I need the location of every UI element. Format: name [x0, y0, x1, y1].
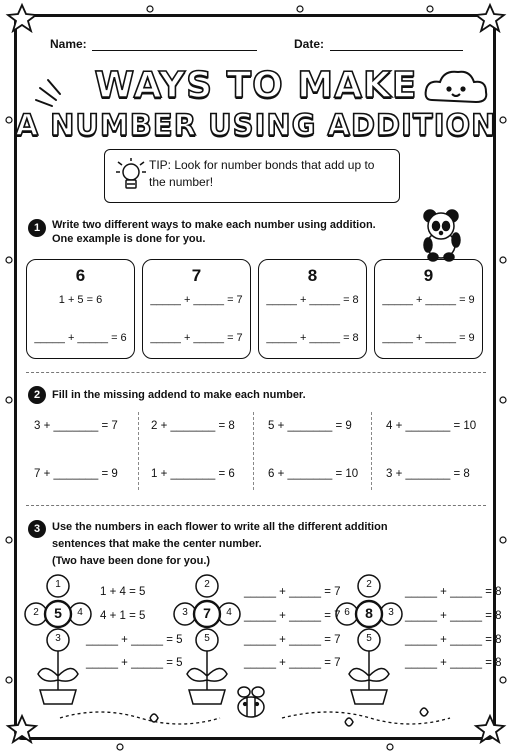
petal-number: 5: [204, 633, 210, 644]
box-target: 7: [191, 266, 202, 285]
tip-box: [104, 149, 400, 203]
fill-equation[interactable]: 7 + _______ = 9: [34, 468, 118, 480]
panda-icon: [424, 210, 460, 261]
flower-equation[interactable]: _____ + _____ = 7: [244, 610, 341, 622]
column-divider: [253, 412, 254, 490]
section-divider: [26, 505, 486, 506]
flower-equation[interactable]: _____ + _____ = 7: [244, 657, 341, 669]
flower-equation[interactable]: _____ + _____ = 8: [405, 586, 502, 598]
petal-number: 2: [33, 607, 39, 618]
date-label: Date:: [294, 37, 325, 51]
fill-equation[interactable]: 3 + _______ = 8: [386, 468, 470, 480]
box-target: 6: [75, 266, 86, 285]
flower-equation: 1 + 4 = 5: [100, 586, 146, 598]
flower-equation[interactable]: _____ + _____ = 7: [244, 586, 341, 598]
petal-number: 3: [182, 607, 188, 618]
petal-number: 4: [226, 607, 232, 618]
box-equation[interactable]: _____ + _____ = 9: [382, 332, 475, 344]
number-box: [26, 259, 135, 359]
section-1-instruction: Write two different ways to make each number using addition. One example is done for you.: [52, 219, 376, 245]
flower-equation: 4 + 1 = 5: [100, 610, 146, 622]
number-box: [258, 259, 367, 359]
box-equation[interactable]: _____ + _____ = 6: [34, 332, 127, 344]
flower-equation[interactable]: _____ + _____ = 5: [86, 634, 183, 646]
fill-equation[interactable]: 6 + _______ = 10: [268, 468, 359, 480]
flower-equation[interactable]: _____ + _____ = 5: [86, 657, 183, 669]
flower-icon: [25, 575, 402, 704]
flower-equation[interactable]: _____ + _____ = 8: [405, 610, 502, 622]
column-divider: [138, 412, 139, 490]
petal-number: 5: [366, 633, 372, 644]
fill-equation[interactable]: 2 + _______ = 8: [151, 420, 235, 432]
petal-number: 4: [77, 607, 83, 618]
flower-center-number: 5: [54, 605, 62, 621]
section-2-number: 2: [28, 386, 46, 404]
box-target: 9: [423, 266, 434, 285]
petal-number: 3: [388, 607, 394, 618]
section-3-number: 3: [28, 520, 46, 538]
petal-number: 2: [204, 579, 210, 590]
tip-text: TIP: Look for number bonds that add up to the number!: [149, 158, 375, 189]
box-target: 8: [307, 266, 318, 285]
fill-equation[interactable]: 4 + _______ = 10: [386, 420, 477, 432]
flower-equation[interactable]: _____ + _____ = 8: [405, 657, 502, 669]
fill-equation[interactable]: 1 + _______ = 6: [151, 468, 235, 480]
box-equation: 1 + 5 = 6: [58, 294, 103, 306]
flower-center-number: 7: [203, 605, 211, 621]
section-3-instruction-3: (Two have been done for you.): [52, 555, 211, 567]
column-divider: [371, 412, 372, 490]
bee-icon: [238, 687, 264, 717]
section-1-number: 1: [28, 219, 46, 237]
title-line-1: WAYS TO MAKE: [94, 65, 418, 106]
petal-number: 1: [55, 579, 61, 590]
fill-equation[interactable]: 5 + _______ = 9: [268, 420, 352, 432]
box-equation[interactable]: _____ + _____ = 9: [382, 294, 475, 306]
fill-equation[interactable]: 3 + _______ = 7: [34, 420, 118, 432]
title-line-2: A NUMBER USING ADDITION: [15, 108, 497, 142]
section-3-instruction-1: Use the numbers in each flower to write all the different addition: [52, 521, 388, 533]
name-label: Name:: [50, 37, 87, 51]
petal-number: 3: [55, 633, 61, 644]
name-field[interactable]: [92, 50, 257, 51]
petal-number: 2: [366, 579, 372, 590]
section-3-instruction-2: sentences that make the center number.: [52, 538, 262, 550]
flower-equation[interactable]: _____ + _____ = 8: [405, 634, 502, 646]
date-field[interactable]: [330, 50, 463, 51]
section-2-instruction: Fill in the missing addend to make each number.: [52, 389, 306, 401]
box-equation[interactable]: _____ + _____ = 7: [150, 332, 243, 344]
flower-equation[interactable]: _____ + _____ = 7: [244, 634, 341, 646]
box-equation[interactable]: _____ + _____ = 8: [266, 332, 359, 344]
box-equation[interactable]: _____ + _____ = 7: [150, 294, 243, 306]
section-divider: [26, 372, 486, 373]
flower-center-number: 8: [365, 605, 373, 621]
number-box: [142, 259, 251, 359]
number-box: [374, 259, 483, 359]
box-equation[interactable]: _____ + _____ = 8: [266, 294, 359, 306]
petal-number: 6: [344, 607, 350, 618]
